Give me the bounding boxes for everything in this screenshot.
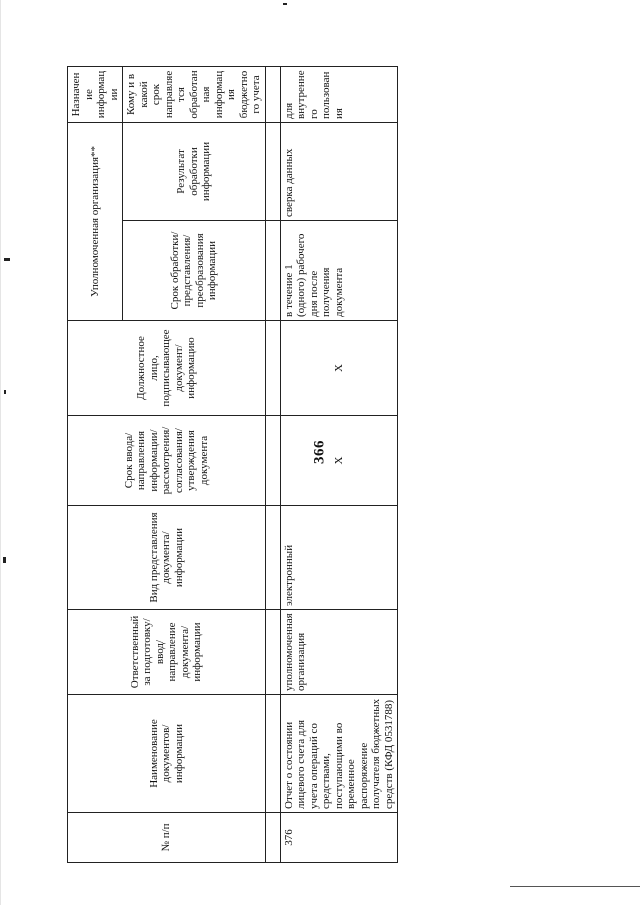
scan-bottom-edge <box>510 886 640 905</box>
row-processing-result: сверка данных <box>280 122 398 220</box>
header-name: Наименование документов/информации <box>68 695 266 813</box>
scan-speck <box>283 3 287 5</box>
header-processing-deadline: Срок обработки/ представления/ преобразования информации <box>123 221 266 321</box>
header-authorized-organization: Уполномоченная организация** <box>68 122 123 320</box>
scan-speck <box>4 390 6 394</box>
row-deadline-input: Х <box>280 416 398 506</box>
row-form: электронный <box>280 506 398 610</box>
scan-speck <box>4 258 10 261</box>
header-purpose: Назначение информации <box>68 66 123 122</box>
scan-speck <box>3 557 6 563</box>
header-form: Вид представления документа/ информации <box>68 506 266 610</box>
row-official: Х <box>280 321 398 416</box>
header-processing-result: Результат обработки информации <box>123 122 266 220</box>
header-deadline-input: Срок ввода/ направления информации/ рассмотрения/ согласования/ утверждения документа <box>68 416 266 506</box>
table-row <box>280 66 398 862</box>
header-purpose-detail: Кому и в какой срок направляется обработанная информация бюджетного учета <box>123 66 266 122</box>
page-number: 366 <box>311 440 328 464</box>
header-num: № п/п <box>68 813 266 863</box>
spacer-row <box>265 66 280 862</box>
row-purpose-detail: для внутреннего пользования <box>280 66 398 122</box>
row-processing-deadline: в течение 1 (одного) рабочего дня после получения документа <box>280 221 398 321</box>
scan-left-edge <box>0 0 1 905</box>
row-name: Отчет о состоянии лицевого счета для учета операций со средствами, поступающими во временное распоряжение получателя бюджетных средств (КФД 0531788) <box>280 695 398 813</box>
header-official: Должностное лицо, подписывающее документ/ информацию <box>68 321 266 416</box>
row-responsible: уполномоченная организация <box>280 610 398 695</box>
header-responsible: Ответственный за подготовку/ ввод/ направление документа/ информации <box>68 610 266 695</box>
row-num: 376 <box>280 813 398 863</box>
